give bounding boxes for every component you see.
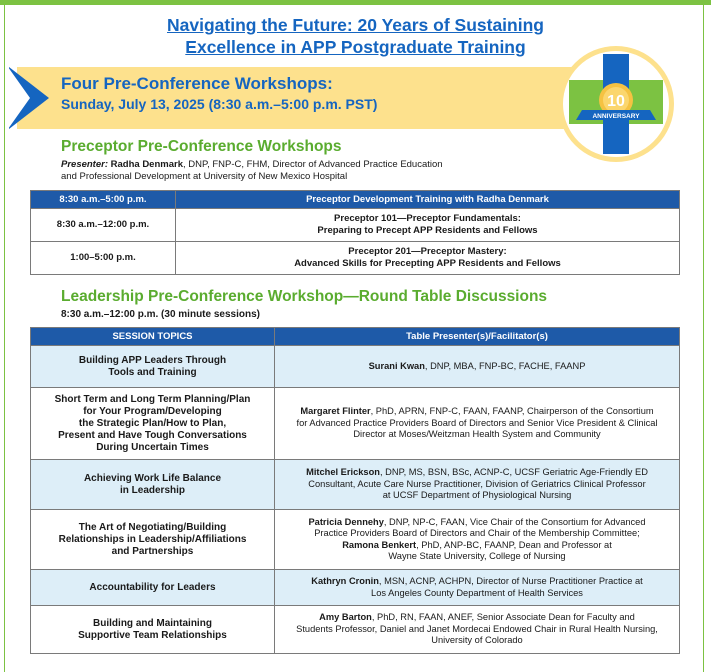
- session-presenter: Margaret Flinter, PhD, APRN, FNP-C, FAAN, FAANP, Chairperson of the Consortium for Advanced Practice Providers Board of Directors and Senior Vice President & Clinical Director at Moses/Weitzman Health System and Community: [275, 388, 680, 460]
- banner-arrow-notch: [8, 67, 30, 129]
- badge-ribbon-text: ANNIVERSARY: [592, 113, 640, 120]
- table-row: [31, 510, 680, 570]
- preceptor-heading: Preceptor Pre-Conference Workshops: [61, 138, 342, 155]
- session-presenter: Surani Kwan, DNP, MBA, FNP-BC, FACHE, FAANP: [275, 346, 680, 388]
- page-title-line1: Navigating the Future: 20 Years of Sustaining: [167, 15, 544, 35]
- presenter-info: [61, 159, 443, 183]
- banner-title: Four Pre-Conference Workshops:: [61, 74, 333, 93]
- banner-date: Sunday, July 13, 2025 (8:30 a.m.–5:00 p.m. PST): [61, 96, 378, 112]
- preceptor-table: [30, 190, 680, 275]
- leadership-time: 8:30 a.m.–12:00 p.m. (30 minute sessions): [61, 309, 260, 320]
- presenter-name: Radha Denmark: [110, 159, 183, 170]
- session-time: 8:30 a.m.–12:00 p.m.: [31, 209, 176, 242]
- page-title-line2: Excellence in APP Postgraduate Training: [185, 37, 526, 57]
- session-time: 1:00–5:00 p.m.: [31, 242, 176, 275]
- session-topic: The Art of Negotiating/Building Relationships in Leadership/Affiliations and Partnerships: [31, 510, 275, 570]
- session-topic: Achieving Work Life Balance in Leadership: [31, 460, 275, 510]
- session-topic: Building and Maintaining Supportive Team Relationships: [31, 606, 275, 654]
- table-row: [31, 346, 680, 388]
- anniversary-badge-icon: [556, 44, 676, 164]
- leadership-table: [30, 327, 680, 654]
- session-topic: Building APP Leaders Through Tools and Training: [31, 346, 275, 388]
- session-presenter: Amy Barton, PhD, RN, FAAN, ANEF, Senior Associate Dean for Faculty and Students Professor, Daniel and Janet Mordecai Endowed Chair in Rural Health Nursing, University of Colorado: [275, 606, 680, 654]
- session-topic: Accountability for Leaders: [31, 570, 275, 606]
- table-row: [31, 209, 680, 242]
- table-row: [31, 570, 680, 606]
- leadership-heading: Leadership Pre-Conference Workshop—Round Table Discussions: [61, 288, 548, 305]
- preceptor-table-header: [31, 191, 680, 209]
- presenter-credentials-cont: and Professional Development at University of New Mexico Hospital: [61, 171, 348, 182]
- leadership-table-header: [31, 328, 680, 346]
- header-topics: SESSION TOPICS: [31, 328, 275, 346]
- session-title: Preceptor 101—Preceptor Fundamentals: Preparing to Precept APP Residents and Fellows: [176, 209, 680, 242]
- presenter-label: Presenter:: [61, 159, 108, 170]
- session-presenter: Mitchel Erickson, DNP, MS, BSN, BSc, ACNP-C, UCSF Geriatric Age-Friendly ED Consultant, Acute Care Nurse Practitioner, Division of Geriatrics Clinical Professor at UCSF Department of Physiological Nursing: [275, 460, 680, 510]
- header-time: 8:30 a.m.–5:00 p.m.: [31, 191, 176, 209]
- header-presenters: Table Presenter(s)/Facilitator(s): [275, 328, 680, 346]
- presenter-credentials: , DNP, FNP-C, FHM, Director of Advanced Practice Education: [182, 159, 443, 170]
- session-title: Preceptor 201—Preceptor Mastery: Advanced Skills for Precepting APP Residents and Fellows: [176, 242, 680, 275]
- session-presenter: Kathryn Cronin, MSN, ACNP, ACHPN, Director of Nurse Practitioner Practice at Los Angeles County Department of Health Services: [275, 570, 680, 606]
- table-row: [31, 606, 680, 654]
- table-row: [31, 460, 680, 510]
- table-row: [31, 242, 680, 275]
- table-row: [31, 388, 680, 460]
- session-topic: Short Term and Long Term Planning/Plan for Your Program/Developing the Strategic Plan/How to Plan, Present and Have Tough Conversations During Uncertain Times: [31, 388, 275, 460]
- badge-number: 10: [607, 93, 625, 110]
- header-title: Preceptor Development Training with Radha Denmark: [176, 191, 680, 209]
- session-presenter: Patricia Dennehy, DNP, NP-C, FAAN, Vice Chair of the Consortium for Advanced Practice Providers Board of Directors and Chair of the Membership Committee; Ramona Benkert, PhD, ANP-BC, FAANP, Dean and Professor at Wayne State University, College of Nursing: [275, 510, 680, 570]
